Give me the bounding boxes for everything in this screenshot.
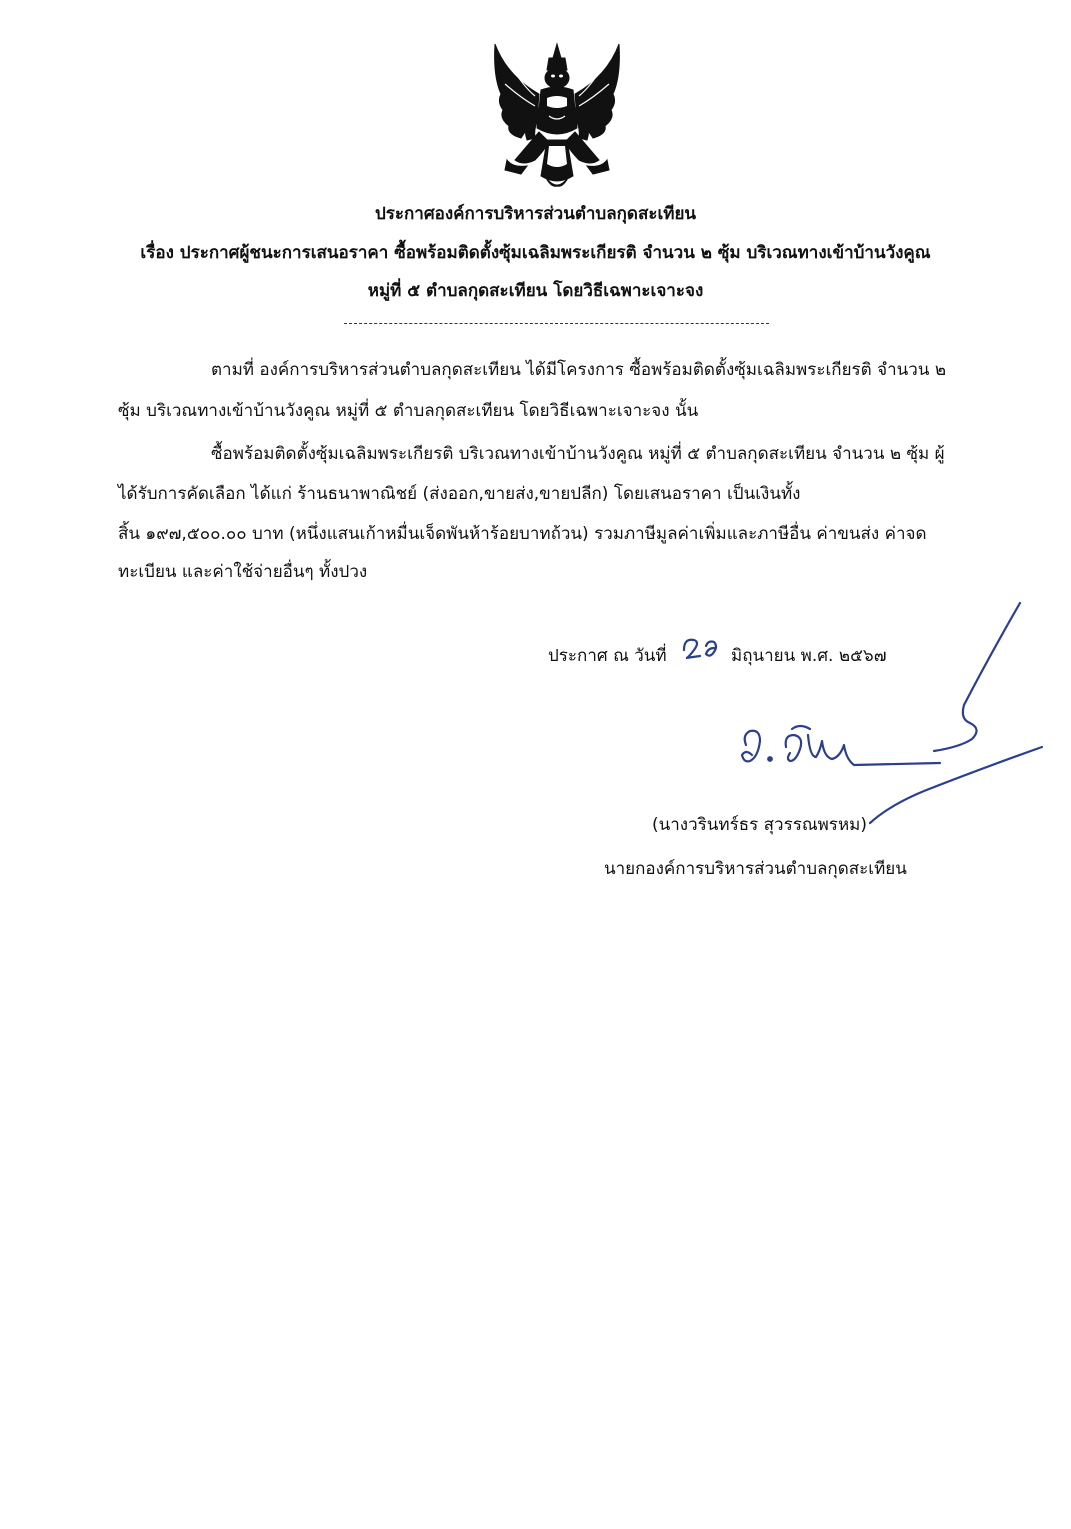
subject-line: เรื่อง ประกาศผู้ชนะการเสนอราคา ซื้อพร้อมติดตั้งซุ้มเฉลิมพระเกียรติ จำนวน ๒ ซุ้ม บริเวณทางเข้าบ้านวังคูณ: [140, 243, 931, 263]
document-title: ประกาศองค์การบริหารส่วนตำบลกุดสะเทียน: [374, 204, 697, 224]
paragraph-2-line-2: ได้รับการคัดเลือก ได้แก่ ร้านธนาพาณิชย์ (ส่งออก,ขายส่ง,ขายปลีก) โดยเสนอราคา เป็นเงินทั้ง: [118, 484, 801, 504]
signatory-name: (นางวรินทร์ธร สุวรรณพรหม): [652, 815, 867, 835]
paragraph-1-line-2: ซุ้ม บริเวณทางเข้าบ้านวังคูณ หมู่ที่ ๕ ตำบลกุดสะเทียน โดยวิธีเฉพาะเจาะจง นั้น: [118, 401, 699, 421]
subject-line-continued: หมู่ที่ ๕ ตำบลกุดสะเทียน โดยวิธีเฉพาะเจาะจง: [367, 281, 704, 301]
divider-line: [344, 323, 769, 324]
paragraph-2-line-1: ซื้อพร้อมติดตั้งซุ้มเฉลิมพระเกียรติ บริเวณทางเข้าบ้านวังคูณ หมู่ที่ ๕ ตำบลกุดสะเทียน จำนวน ๒ ซุ้ม ผู้: [211, 444, 945, 464]
announcement-date-prefix: ประกาศ ณ วันที่: [548, 646, 667, 666]
garuda-emblem-icon: [487, 36, 627, 196]
paragraph-1-line-1: ตามที่ องค์การบริหารส่วนตำบลกุดสะเทียน ได้มีโครงการ ซื้อพร้อมติดตั้งซุ้มเฉลิมพระเกียรติ จำนวน ๒: [211, 360, 947, 380]
paragraph-2-line-4: ทะเบียน และค่าใช้จ่ายอื่นๆ ทั้งปวง: [118, 562, 368, 582]
announcement-month-year: มิถุนายน พ.ศ. ๒๕๖๗: [731, 646, 887, 666]
paragraph-2-line-3: สิ้น ๑๙๗,๕๐๐.๐๐ บาท (หนึ่งแสนเก้าหมื่นเจ็ดพันห้าร้อยบาทถ้วน) รวมภาษีมูลค่าเพิ่มและภาษีอื่น ค่าขนส่ง ค่าจด: [118, 524, 927, 544]
signatory-position: นายกองค์การบริหารส่วนตำบลกุดสะเทียน: [604, 859, 907, 879]
